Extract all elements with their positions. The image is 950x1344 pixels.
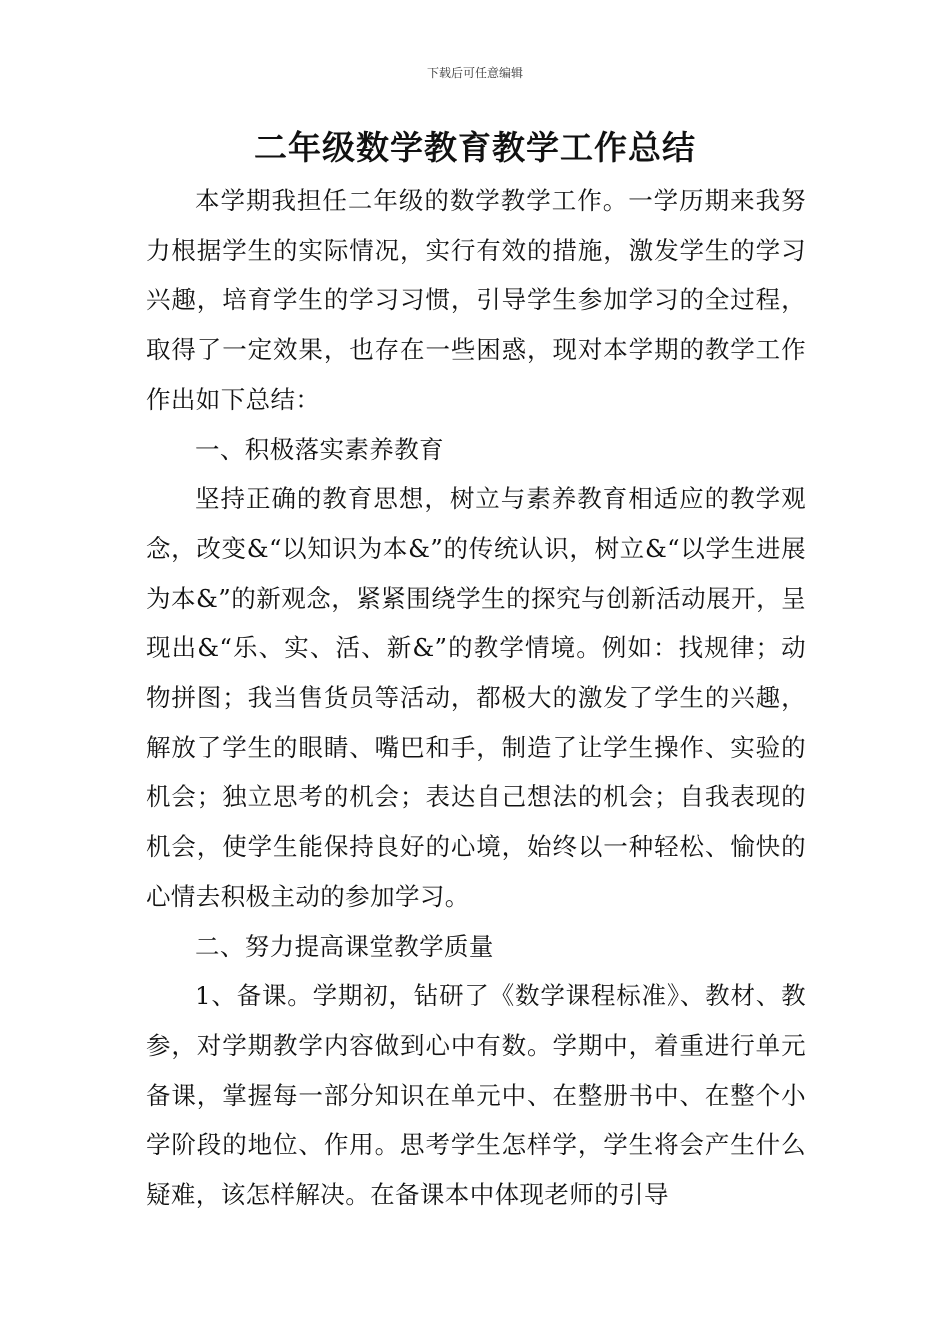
section-2-heading: 二、努力提高课堂教学质量 xyxy=(195,931,494,961)
section-2-item-1-paragraph: 1、备课。学期初，钻研了《数学课程标准》、教材、教参，对学期教学内容做到心中有数。学期中，着重进行单元备课，掌握每一部分知识在单元中、在整册书中、在整个小学阶段的地位、作用。思考学生怎样学，学生将会产生什么疑难，该怎样解决。在备课本中体现老师的引导 xyxy=(146,981,806,1210)
intro-paragraph: 本学期我担任二年级的数学教学工作。一学历期来我努力根据学生的实际情况，实行有效的措施，激发学生的学习兴趣，培育学生的学习习惯，引导学生参加学习的全过程，取得了一定效果，也存在一些困惑，现对本学期的教学工作作出如下总结： xyxy=(146,186,806,414)
section-1-paragraph: 坚持正确的教育思想，树立与素养教育相适应的教学观念，改变&“以知识为本&”的传统认识，树立&“以学生进展为本&”的新观念，紧紧围绕学生的探究与创新活动展开，呈现出&“乐、实、活、新&”的教学情境。例如：找规律；动物拼图；我当售货员等活动，都极大的激发了学生的兴趣，解放了学生的眼睛、嘴巴和手，制造了让学生操作、实验的机会；独立思考的机会；表达自己想法的机会；自我表现的机会，使学生能保持良好的心境，始终以一种轻松、愉快的心情去积极主动的参加学习。 xyxy=(146,484,806,911)
document-body xyxy=(146,176,806,1220)
document-title: 二年级数学教育教学工作总结 xyxy=(254,128,696,167)
header-note: 下载后可任意编辑 xyxy=(426,66,523,80)
section-1-heading: 一、积极落实素养教育 xyxy=(195,434,444,464)
